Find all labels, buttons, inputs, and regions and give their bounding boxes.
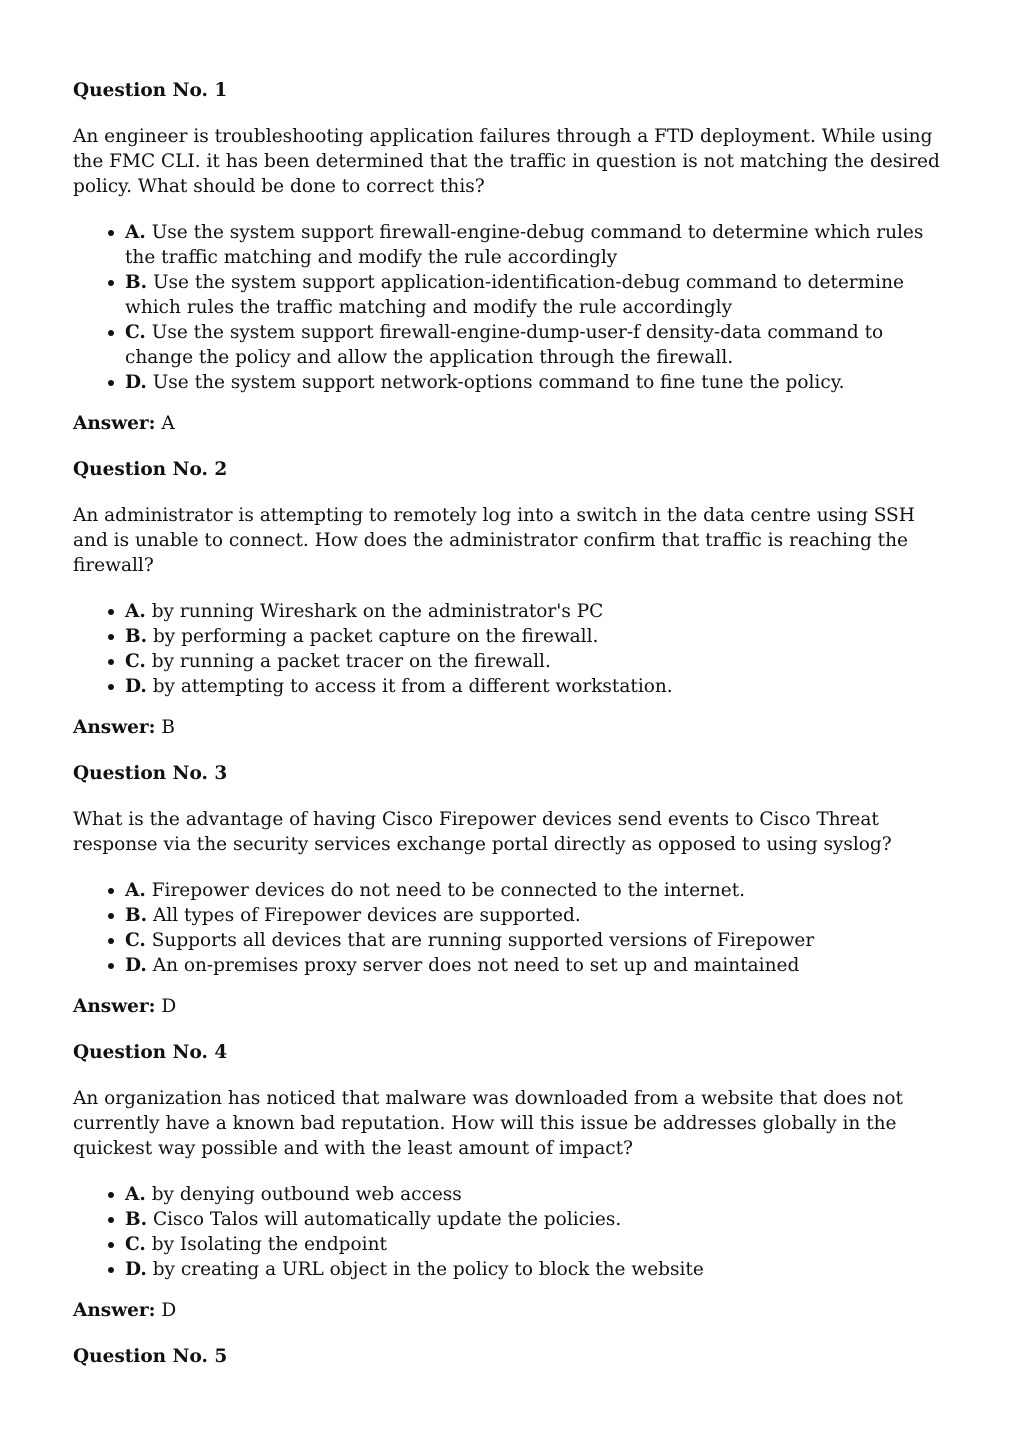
option-letter: C. (125, 322, 146, 343)
document-page (73, 78, 953, 1390)
question-text: What is the advantage of having Cisco Firepower devices send events to Cisco Threat response via the security services exchange portal directly as opposed to using syslog? (73, 809, 892, 855)
question-text: An organization has noticed that malware was downloaded from a website that does not currently have a known bad reputation. How will this issue be addresses globally in the quickest way possible and with the least amount of impact? (73, 1088, 903, 1159)
option-text: by running Wireshark on the administrator's PC (151, 601, 604, 622)
answer-label: Answer: (73, 413, 156, 434)
answer-value: D (161, 1300, 177, 1321)
question-title: Question No. 3 (73, 763, 228, 784)
option-b (125, 624, 953, 649)
option-text: by performing a packet capture on the firewall. (152, 626, 599, 647)
option-letter: B. (125, 1209, 148, 1230)
option-text: An on-premises proxy server does not need to set up and maintained (152, 955, 800, 976)
answer-line (73, 715, 953, 740)
question-title: Question No. 1 (73, 80, 228, 101)
option-text: Use the system support application-identification-debug command to determine which rules the traffic matching and modify the rule accordingly (125, 272, 904, 318)
option-text: All types of Firepower devices are supported. (152, 905, 581, 926)
options-list (73, 220, 953, 395)
answer-line (73, 1298, 953, 1323)
option-letter: D. (125, 955, 147, 976)
question-title: Question No. 2 (73, 459, 228, 480)
option-letter: C. (125, 1234, 146, 1255)
option-letter: A. (125, 601, 146, 622)
option-b (125, 1207, 953, 1232)
question-title: Question No. 4 (73, 1042, 228, 1063)
option-d (125, 674, 953, 699)
option-b (125, 270, 953, 320)
option-text: Firepower devices do not need to be connected to the internet. (151, 880, 746, 901)
option-c (125, 928, 953, 953)
answer-value: A (161, 413, 175, 434)
option-a (125, 878, 953, 903)
option-letter: A. (125, 1184, 146, 1205)
question-3 (73, 761, 953, 1019)
option-text: Use the system support firewall-engine-dump-user-f density-data command to change the policy and allow the application through the firewall. (125, 322, 884, 368)
option-c (125, 1232, 953, 1257)
option-letter: A. (125, 880, 146, 901)
options-list (73, 599, 953, 699)
option-a (125, 220, 953, 270)
option-text: by denying outbound web access (151, 1184, 462, 1205)
option-letter: B. (125, 626, 148, 647)
option-letter: C. (125, 651, 146, 672)
option-letter: D. (125, 372, 147, 393)
option-text: by Isolating the endpoint (151, 1234, 387, 1255)
options-list (73, 878, 953, 978)
question-4 (73, 1040, 953, 1323)
answer-line (73, 994, 953, 1019)
option-text: by creating a URL object in the policy to block the website (152, 1259, 704, 1280)
option-letter: B. (125, 272, 148, 293)
option-a (125, 1182, 953, 1207)
question-text: An administrator is attempting to remotely log into a switch in the data centre using SSH and is unable to connect. How does the administrator confirm that traffic is reaching the firewall? (73, 505, 915, 576)
question-2 (73, 457, 953, 740)
option-letter: B. (125, 905, 148, 926)
question-5 (73, 1344, 953, 1369)
question-1 (73, 78, 953, 436)
answer-value: D (161, 996, 177, 1017)
option-c (125, 649, 953, 674)
option-d (125, 953, 953, 978)
option-text: Supports all devices that are running supported versions of Firepower (151, 930, 815, 951)
option-a (125, 599, 953, 624)
option-d (125, 1257, 953, 1282)
option-text: by attempting to access it from a different workstation. (152, 676, 673, 697)
option-letter: D. (125, 676, 147, 697)
option-text: Use the system support firewall-engine-debug command to determine which rules the traffic matching and modify the rule accordingly (125, 222, 924, 268)
option-text: Cisco Talos will automatically update the policies. (152, 1209, 622, 1230)
option-text: Use the system support network-options command to fine tune the policy. (152, 372, 845, 393)
option-letter: C. (125, 930, 146, 951)
option-text: by running a packet tracer on the firewall. (151, 651, 551, 672)
option-letter: A. (125, 222, 146, 243)
option-d (125, 370, 953, 395)
answer-label: Answer: (73, 1300, 156, 1321)
answer-label: Answer: (73, 996, 156, 1017)
option-c (125, 320, 953, 370)
answer-line (73, 411, 953, 436)
question-text: An engineer is troubleshooting application failures through a FTD deployment. While using the FMC CLI. it has been determined that the traffic in question is not matching the desired policy. What should be done to correct this? (73, 126, 940, 197)
answer-value: B (161, 717, 175, 738)
option-b (125, 903, 953, 928)
options-list (73, 1182, 953, 1282)
question-title: Question No. 5 (73, 1346, 228, 1367)
option-letter: D. (125, 1259, 147, 1280)
answer-label: Answer: (73, 717, 156, 738)
